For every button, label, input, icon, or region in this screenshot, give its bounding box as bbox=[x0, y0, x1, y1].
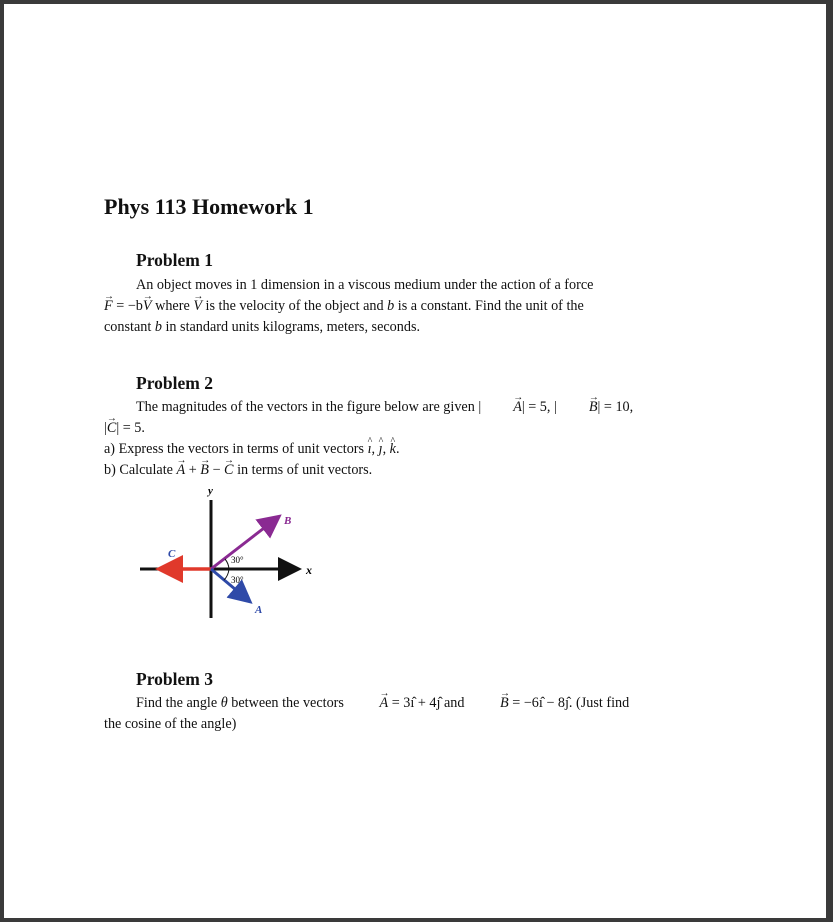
vector-B-label: B bbox=[284, 515, 292, 527]
y-axis-label: y bbox=[208, 485, 213, 497]
problem-3-line-1a: Find the angle bbox=[136, 695, 221, 711]
vector-F: → F bbox=[104, 296, 113, 317]
problem-2-part-b: b) Calculate bbox=[104, 462, 177, 478]
vector-A-label: A bbox=[255, 604, 263, 616]
vector-C-label: C bbox=[168, 548, 176, 560]
problem-3-text bbox=[104, 693, 700, 735]
vector-B-3: → B bbox=[468, 693, 509, 714]
unit-vector-k: ^ k bbox=[390, 439, 396, 460]
problem-1-eq: = −b bbox=[116, 298, 143, 314]
problem-2-line-1a: The magnitudes of the vectors in the figure below are given | bbox=[136, 399, 482, 415]
problem-1-heading: Problem 1 bbox=[136, 250, 213, 270]
var-b-2: b bbox=[154, 319, 162, 335]
problem-1-line-1: An object moves in 1 dimension in a viscous medium under the action of a force bbox=[136, 277, 594, 293]
minus: − bbox=[208, 462, 225, 478]
document-page bbox=[4, 4, 826, 918]
vector-A: → A bbox=[481, 397, 522, 418]
vector-A-2: → A bbox=[176, 460, 185, 481]
problem-2-line-2b: | = 5. bbox=[116, 420, 145, 436]
problem-3-line-2: the cosine of the angle) bbox=[104, 716, 237, 732]
vector-C-2: → C bbox=[224, 460, 233, 481]
problem-2-line-2a: | bbox=[104, 420, 107, 436]
comma-2: , bbox=[382, 441, 390, 457]
period: . bbox=[395, 441, 400, 457]
problem-3-vector-B-value: = −6ı̂ − 8ȷ̂. (Just find bbox=[508, 695, 630, 711]
plus: + bbox=[185, 462, 201, 478]
vector-A-3: → A bbox=[347, 693, 388, 714]
problem-1-line-3b: in standard units kilograms, meters, seconds. bbox=[161, 319, 421, 335]
document-title: Phys 113 Homework 1 bbox=[104, 194, 314, 219]
angle-arc-lower bbox=[224, 569, 229, 580]
problem-2-text bbox=[104, 397, 700, 481]
problem-2-line-1c: | = 10, bbox=[597, 399, 634, 415]
var-b: b bbox=[387, 298, 395, 314]
unit-vector-i: ^ ı bbox=[368, 439, 372, 460]
vector-V: → V bbox=[143, 296, 152, 317]
x-axis-label: x bbox=[306, 563, 312, 577]
problem-1-constant-text: is a constant. Find the unit of the bbox=[394, 298, 584, 314]
vector-V-2: → V bbox=[193, 296, 202, 317]
problem-1-line-3a: constant bbox=[104, 319, 155, 335]
problem-2-line-1b: | = 5, | bbox=[521, 399, 557, 415]
problem-2-part-b-end: in terms of unit vectors. bbox=[233, 462, 373, 478]
problem-1-velocity-text: is the velocity of the object and bbox=[201, 298, 388, 314]
problem-3-vector-A-value: = 3ı̂ + 4ȷ̂ and bbox=[388, 695, 468, 711]
angle-upper-label: 30° bbox=[231, 555, 244, 565]
vector-B-2: → B bbox=[200, 460, 209, 481]
vector-figure bbox=[134, 482, 334, 627]
problem-3-heading: Problem 3 bbox=[136, 669, 213, 689]
problem-2-heading: Problem 2 bbox=[136, 373, 213, 393]
comma-1: , bbox=[371, 441, 379, 457]
problem-1-where: where bbox=[151, 298, 194, 314]
theta: θ bbox=[220, 695, 228, 711]
angle-lower-label: 30° bbox=[231, 575, 244, 585]
problem-3-line-1b: between the vectors bbox=[227, 695, 348, 711]
vector-B: → B bbox=[557, 397, 598, 418]
vector-B-arrow bbox=[211, 518, 277, 569]
unit-vector-j: ^ ȷ bbox=[379, 439, 383, 460]
problem-2-part-a: a) Express the vectors in terms of unit vectors bbox=[104, 441, 368, 457]
problem-1-text bbox=[104, 275, 700, 338]
vector-C: → C bbox=[107, 418, 116, 439]
